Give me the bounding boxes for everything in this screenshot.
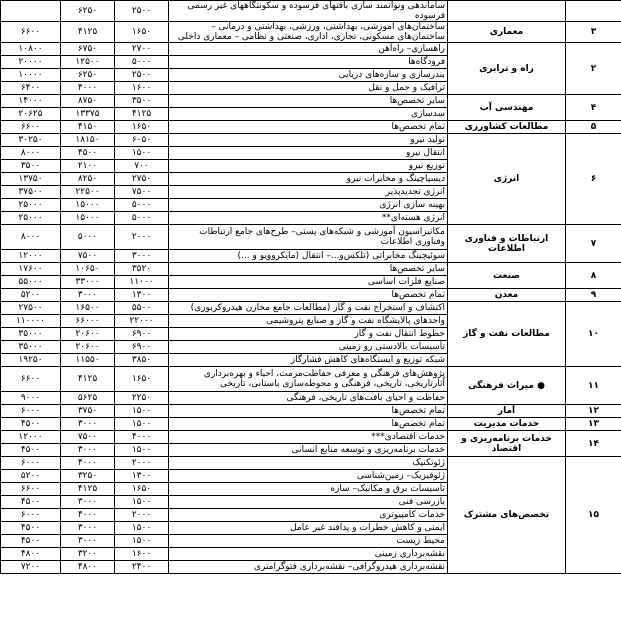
fee-total-cell: ۱۳۷۵۰	[1, 173, 61, 186]
fee-total-cell: ۲۷۵۰۰	[1, 302, 61, 315]
fee-unit-cell: ۲۷۵۰	[115, 173, 169, 186]
fee-unit-cell: ۴۰۰۰	[115, 431, 169, 444]
fee-total-cell: ۴۵۰۰	[1, 418, 61, 431]
category-cell: مهندسی آب	[448, 95, 566, 121]
table-row	[1, 263, 621, 276]
table-row	[1, 302, 621, 315]
fee-total-cell: ۷۲۰۰	[1, 561, 61, 574]
fee-total-cell: ۴۵۰۰	[1, 444, 61, 457]
fee-base-cell: ۳۲۵۰	[61, 470, 115, 483]
specialty-cell: ژئوتکنیک	[169, 457, 448, 470]
row-number-cell: ۱۳	[566, 418, 621, 431]
specialty-cell: ژئوفیزیک– زمین‌شناسی	[169, 470, 448, 483]
fee-unit-cell: ۵۰۰۰	[115, 199, 169, 212]
fee-base-cell: ۴۵۰۰	[61, 147, 115, 160]
fee-base-cell: ۴۸۰۰	[61, 561, 115, 574]
table-row	[1, 457, 621, 470]
specialty-cell: تمام تخصص‌ها	[169, 121, 448, 134]
specialty-cell: سدسازی	[169, 108, 448, 121]
fee-total-cell: ۶۶۰۰	[1, 121, 61, 134]
specialty-cell: اکتشاف و استخراج نفت و گاز (مطالعات جامع مخازن هیدروکربوری)	[169, 302, 448, 315]
specialty-cell: نقشه‌برداری هیدروگرافی– نقشه‌برداری فتوگرامتری	[169, 561, 448, 574]
row-number-cell: ۸	[566, 263, 621, 289]
fee-total-cell: ۵۲۰۰	[1, 470, 61, 483]
fee-total-cell: ۱۲۰۰۰	[1, 250, 61, 263]
fee-total-cell: ۸۰۰۰	[1, 147, 61, 160]
fee-base-cell: ۳۰۰۰	[61, 444, 115, 457]
fee-total-cell: ۲۵۰۰۰	[1, 212, 61, 225]
specialty-cell: تمام تخصص‌ها	[169, 405, 448, 418]
fee-unit-cell: ۱۶۵۰	[115, 367, 169, 392]
fee-total-cell: ۳۰۲۵۰	[1, 134, 61, 147]
fee-total-cell: ۱۷۶۰۰	[1, 263, 61, 276]
specialty-cell: نقشه‌برداری زمینی	[169, 548, 448, 561]
specialty-cell: فرودگاه‌ها	[169, 56, 448, 69]
category-cell: مطالعات کشاورزی	[448, 121, 566, 134]
fee-total-cell: ۴۵۰۰	[1, 496, 61, 509]
fee-total-cell: ۹۰۰۰	[1, 392, 61, 405]
fee-total-cell: ۴۸۰۰	[1, 548, 61, 561]
fee-total-cell: ۶۰۰۰	[1, 457, 61, 470]
category-cell: خدمات مدیریت	[448, 418, 566, 431]
fee-total-cell: ۳۷۵۰۰	[1, 186, 61, 199]
specialty-cell: واحدهای پالایشگاه نفت و گاز و صنایع پتروشیمی	[169, 315, 448, 328]
fee-unit-cell: ۲۲۰۰۰	[115, 315, 169, 328]
fee-unit-cell: ۶۰۵۰	[115, 134, 169, 147]
fee-unit-cell: ۲۷۰۰	[115, 43, 169, 56]
specialty-cell: راهسازی– راه‌آهن	[169, 43, 448, 56]
fee-unit-cell: ۶۹۰۰	[115, 341, 169, 354]
specialty-cell: محیط زیست	[169, 535, 448, 548]
fee-unit-cell: ۱۵۰۰	[115, 496, 169, 509]
specialty-cell: خطوط انتقال نفت و گاز	[169, 328, 448, 341]
fee-base-cell: ۴۰۰۰	[61, 509, 115, 522]
specialty-cell: خدمات برنامه‌ریزی و توسعه منابع انسانی	[169, 444, 448, 457]
category-cell: معدن	[448, 289, 566, 302]
fee-unit-cell: ۱۶۵۰	[115, 22, 169, 43]
fee-base-cell: ۱۵۰۰۰	[61, 212, 115, 225]
specialty-cell: بندرسازی و سازه‌های دریایی	[169, 69, 448, 82]
category-cell: خدمات برنامه‌ریزی و اقتصاد	[448, 431, 566, 457]
row-number-cell: ۱۰	[566, 302, 621, 367]
specialty-cell: بهینه سازی انرژی	[169, 199, 448, 212]
row-number-cell: ۴	[566, 95, 621, 121]
fee-unit-cell: ۳۵۰۰	[115, 95, 169, 108]
fee-unit-cell: ۳۵۲۰	[115, 263, 169, 276]
fee-unit-cell: ۱۵۰۰	[115, 522, 169, 535]
fee-total-cell: ۶۶۰۰	[1, 22, 61, 43]
fee-base-cell: ۱۸۱۵۰	[61, 134, 115, 147]
specialty-cell: تمام تخصص‌ها	[169, 418, 448, 431]
fee-unit-cell: ۷۰۰	[115, 160, 169, 173]
fee-total-cell: ۱۰۸۰۰	[1, 43, 61, 56]
fee-base-cell: ۵۶۲۵	[61, 392, 115, 405]
row-number-cell: ۲	[566, 43, 621, 95]
row-number-cell: ۱۲	[566, 405, 621, 418]
fee-total-cell: ۵۲۰۰	[1, 289, 61, 302]
table-row	[1, 367, 621, 392]
fee-total-cell: ۳۵۰۰۰	[1, 328, 61, 341]
category-cell: معماری	[448, 22, 566, 43]
fee-base-cell: ۲۲۵۰۰	[61, 186, 115, 199]
row-number-cell: ۵	[566, 121, 621, 134]
fee-total-cell: ۳۵۰۰۰	[1, 341, 61, 354]
fee-total-cell: ۲۰۶۲۵	[1, 108, 61, 121]
fee-unit-cell: ۱۳۰۰	[115, 289, 169, 302]
category-cell: راه و ترابری	[448, 43, 566, 95]
category-cell: ارتباطات و فناوری اطلاعات	[448, 225, 566, 263]
fee-total-cell	[1, 1, 61, 22]
table-row	[1, 43, 621, 56]
fee-total-cell: ۶۴۰۰	[1, 82, 61, 95]
fee-total-cell: ۱۹۲۵۰	[1, 354, 61, 367]
fee-unit-cell: ۵۵۰۰	[115, 302, 169, 315]
fee-unit-cell: ۱۶۰۰	[115, 82, 169, 95]
category-cell: ● میراث فرهنگی	[448, 367, 566, 405]
fee-base-cell: ۴۱۲۵	[61, 367, 115, 392]
fee-unit-cell: ۱۶۵۰	[115, 483, 169, 496]
fee-base-cell: ۳۲۰۰	[61, 548, 115, 561]
row-number-cell: ۳	[566, 22, 621, 43]
fee-base-cell: ۳۰۰۰	[61, 522, 115, 535]
category-cell: تخصص‌های مشترک	[448, 457, 566, 574]
fee-unit-cell: ۲۰۰۰	[115, 225, 169, 250]
specialty-cell: سوئیچینگ مخابراتی (تلکس‌و...– انتقال (مایکروویو و ...)	[169, 250, 448, 263]
fee-base-cell: ۲۰۶۰۰	[61, 328, 115, 341]
fee-base-cell: ۳۰۰۰	[61, 535, 115, 548]
fee-total-cell: ۶۰۰۰	[1, 509, 61, 522]
fee-base-cell: ۳۳۰۰۰	[61, 276, 115, 289]
fee-unit-cell: ۲۲۵۰	[115, 392, 169, 405]
row-number-cell	[566, 1, 621, 22]
category-cell	[448, 1, 566, 22]
specialty-cell: سایر تخصص‌ها	[169, 263, 448, 276]
category-cell: آمار	[448, 405, 566, 418]
fee-base-cell: ۱۰۶۵۰	[61, 263, 115, 276]
fee-base-cell: ۲۰۶۰۰	[61, 341, 115, 354]
fee-unit-cell: ۲۴۰۰	[115, 561, 169, 574]
fee-unit-cell: ۴۱۲۵	[115, 108, 169, 121]
specialty-cell: صنایع فلزات اساسی	[169, 276, 448, 289]
row-number-cell: ۹	[566, 289, 621, 302]
fee-total-cell: ۴۵۰۰	[1, 535, 61, 548]
specialty-cell: ساماندهی ونوانمند سازی بافتهای فرسوده و سکونتگاههای غیر رسمی فرسوده	[169, 1, 448, 22]
fee-total-cell: ۵۵۰۰۰	[1, 276, 61, 289]
specialty-cell: انرژی تجدیدپذیر	[169, 186, 448, 199]
fee-base-cell: ۶۷۵۰	[61, 43, 115, 56]
table-row	[1, 225, 621, 250]
fee-unit-cell: ۱۵۰۰	[115, 535, 169, 548]
fee-total-cell: ۶۶۰۰	[1, 367, 61, 392]
fee-base-cell: ۸۲۵۰	[61, 173, 115, 186]
fee-base-cell: ۵۰۰۰	[61, 225, 115, 250]
fee-base-cell: ۳۰۰۰	[61, 289, 115, 302]
fee-unit-cell: ۲۵۰۰	[115, 69, 169, 82]
fee-unit-cell: ۲۰۰۰	[115, 457, 169, 470]
fee-table-body	[1, 1, 621, 574]
fee-base-cell: ۳۰۰۰	[61, 496, 115, 509]
fee-unit-cell: ۲۰۰۰	[115, 509, 169, 522]
table-row	[1, 1, 621, 22]
fee-unit-cell: ۱۵۰۰	[115, 405, 169, 418]
fee-base-cell: ۷۵۰۰	[61, 431, 115, 444]
table-row	[1, 431, 621, 444]
category-cell: مطالعات نفت و گاز	[448, 302, 566, 367]
row-number-cell: ۱۴	[566, 431, 621, 457]
fee-base-cell: ۷۵۰۰	[61, 250, 115, 263]
table-row	[1, 418, 621, 431]
specialty-cell: سایر تخصص‌ها	[169, 95, 448, 108]
fee-unit-cell: ۶۹۰۰	[115, 328, 169, 341]
table-row	[1, 121, 621, 134]
specialty-cell: ساختمان‌های آموزشی، بهداشتی، ورزشی، بهداشتی و درمانی – ساختمان‌های مسکونی، تجاری، اداری، صنعتی و نظامی – معماری داخلی	[169, 22, 448, 43]
fee-base-cell: ۳۷۵۰	[61, 405, 115, 418]
specialty-cell: بازرسی فنی	[169, 496, 448, 509]
specialty-cell: تمام تخصص‌ها	[169, 289, 448, 302]
fee-total-cell: ۴۵۰۰	[1, 522, 61, 535]
specialty-cell: تأسیسات برق و مکانیک– سازه	[169, 483, 448, 496]
fee-base-cell: ۴۱۲۵	[61, 22, 115, 43]
fee-total-cell: ۶۰۰۰	[1, 405, 61, 418]
row-number-cell: ۱۵	[566, 457, 621, 574]
specialty-cell: دیسپاچینگ و مخابرات نیرو	[169, 173, 448, 186]
specialty-cell: شبکه توزیع و ایستگاه‌های کاهش فشارگاز	[169, 354, 448, 367]
fee-unit-cell: ۱۳۰۰	[115, 470, 169, 483]
fee-base-cell: ۴۱۲۵	[61, 483, 115, 496]
fee-unit-cell: ۱۶۵۰	[115, 121, 169, 134]
table-row	[1, 405, 621, 418]
table-row	[1, 134, 621, 147]
fee-unit-cell: ۷۵۰۰	[115, 186, 169, 199]
fee-total-cell: ۸۰۰۰	[1, 225, 61, 250]
row-number-cell: ۶	[566, 134, 621, 225]
fee-base-cell: ۶۲۵۰	[61, 1, 115, 22]
specialty-cell: پژوهش‌های فرهنگی و معرفی حفاظت‌مرمت، احیاء و بهره‌برداری آثارتاریخی، تاریخی، فرهنگی و محوطه‌سازی باستانی، تاریخی	[169, 367, 448, 392]
specialty-cell: خدمات کامپیوتری	[169, 509, 448, 522]
table-row	[1, 289, 621, 302]
fee-total-cell: ۱۰۰۰۰	[1, 69, 61, 82]
fee-base-cell: ۶۶۰۰۰	[61, 315, 115, 328]
specialty-cell: توزیع نیرو	[169, 160, 448, 173]
specialty-cell: تأسیسات بالادستی رو زمینی	[169, 341, 448, 354]
fee-total-cell: ۳۵۰۰	[1, 160, 61, 173]
fee-unit-cell: ۳۰۰۰	[115, 250, 169, 263]
fee-unit-cell: ۱۶۰۰	[115, 548, 169, 561]
fee-base-cell: ۱۲۵۰۰	[61, 56, 115, 69]
fee-unit-cell: ۱۱۰۰۰	[115, 276, 169, 289]
specialty-cell: خدمات اقتصادی***	[169, 431, 448, 444]
fee-total-cell: ۱۴۰۰۰	[1, 95, 61, 108]
fee-unit-cell: ۱۵۰۰	[115, 444, 169, 457]
specialty-cell: حفاظت و احیای بافت‌های تاریخی، فرهنگی	[169, 392, 448, 405]
fee-base-cell: ۶۲۵۰	[61, 69, 115, 82]
row-number-cell: ۱۱	[566, 367, 621, 405]
fee-base-cell: ۴۱۵۰	[61, 121, 115, 134]
fee-total-cell: ۱۲۰۰۰	[1, 431, 61, 444]
fee-base-cell: ۱۱۵۵۰	[61, 354, 115, 367]
specialty-cell: انتقال نیرو	[169, 147, 448, 160]
fee-unit-cell: ۳۸۵۰	[115, 354, 169, 367]
fee-total-cell: ۱۱۰۰۰۰	[1, 315, 61, 328]
specialty-cell: تولید نیرو	[169, 134, 448, 147]
fee-base-cell: ۱۵۰۰۰	[61, 199, 115, 212]
specialty-cell: ترافیک و حمل و نقل	[169, 82, 448, 95]
specialty-cell: انرژی هسته‌ای**	[169, 212, 448, 225]
fee-unit-cell: ۱۵۰۰	[115, 418, 169, 431]
fee-base-cell: ۳۰۰۰	[61, 418, 115, 431]
category-cell: صنعت	[448, 263, 566, 289]
fee-base-cell: ۱۶۵۰۰	[61, 302, 115, 315]
fee-base-cell: ۱۳۳۷۵	[61, 108, 115, 121]
fee-unit-cell: ۵۰۰۰	[115, 56, 169, 69]
fee-unit-cell: ۵۰۰۰	[115, 212, 169, 225]
fee-base-cell: ۲۱۰۰	[61, 160, 115, 173]
fee-base-cell: ۴۰۰۰	[61, 457, 115, 470]
fee-base-cell: ۸۷۵۰	[61, 95, 115, 108]
table-row	[1, 22, 621, 43]
category-cell: انرژی	[448, 134, 566, 225]
fee-total-cell: ۲۰۰۰۰	[1, 56, 61, 69]
specialty-cell: مکانیزاسیون آموزشی و شبکه‌های پستی– طرح‌های جامع ارتباطات وفناوری اطلاعات	[169, 225, 448, 250]
specialty-cell: ایمنی و کاهش خطرات و پدافند غیر عامل	[169, 522, 448, 535]
fee-base-cell: ۴۰۰۰	[61, 82, 115, 95]
fee-unit-cell: ۱۵۰۰	[115, 147, 169, 160]
fee-unit-cell: ۲۵۰۰	[115, 1, 169, 22]
row-number-cell: ۷	[566, 225, 621, 263]
table-row	[1, 95, 621, 108]
fee-total-cell: ۶۶۰۰	[1, 483, 61, 496]
fee-total-cell: ۲۵۰۰۰	[1, 199, 61, 212]
